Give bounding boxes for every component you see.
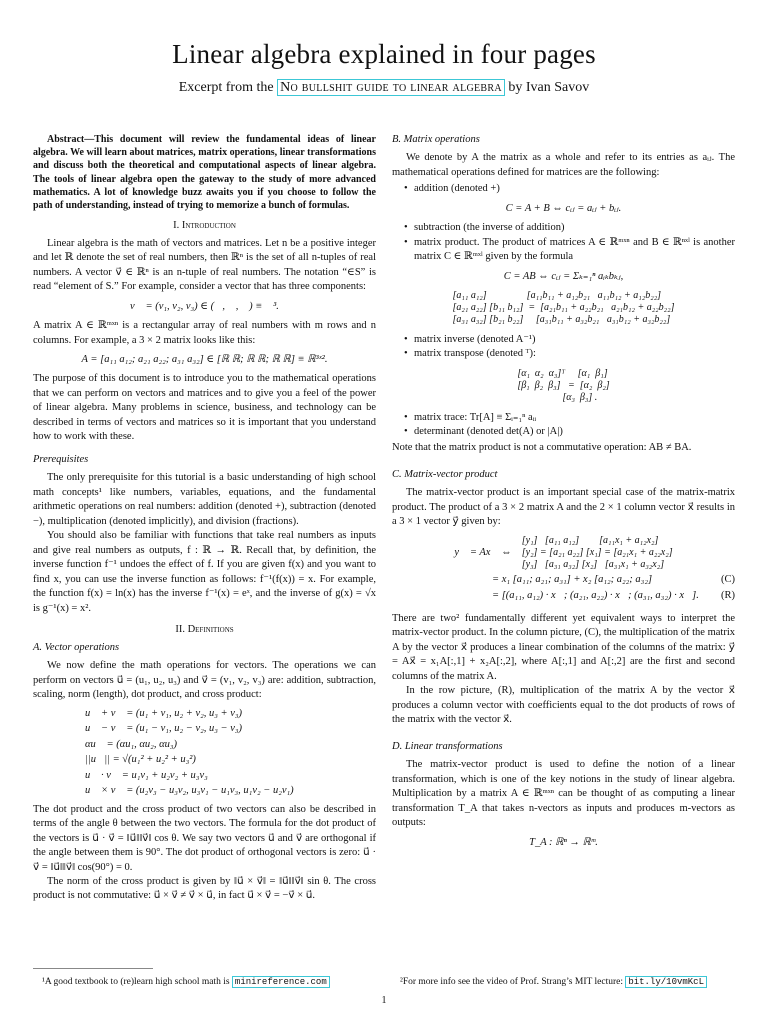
list-item-subtraction: • subtraction (the inverse of addition) (404, 221, 735, 235)
paper-title: Linear algebra explained in four pages (172, 39, 596, 69)
matops-paragraph-1: We denote by A the matrix as a whole and refer to its entries as aᵢⱼ. The mathematical operations defined for matrices are the following: (392, 152, 735, 178)
list-item-inverse: • matrix inverse (denoted A⁻¹) (404, 333, 735, 347)
prereq-paragraph-2: You should also be familiar with functions that take real numbers as inputs and give real numbers as outputs, f : ℝ → ℝ. Recall that, by definition, the inverse function f⁻¹ undoes the effect of f. If you are given f(x) and you want to find x, you can use the inverse function as follows: f⁻¹(f(x)) = x. For example, the function f(x) = ln(x) has the inverse f⁻¹(x) = eˣ, and the inverse of g(x) = √x is g⁻¹(x) = x². (33, 530, 376, 614)
page-number: 1 (381, 995, 387, 1006)
matrix-equation: A = [a₁₁ a₁₂; a₂₁ a₂₂; a₃₁ a₃₂] ∈ [ℝ ℝ; ℝ ℝ; ℝ ℝ] ≡ ℝ³ˣ². (81, 354, 328, 365)
mv-paragraph-2: There are two² fundamentally different yet equivalent ways to interpret the matrix-vector product. In the column picture, (C), the multiplication of the matrix A by the vector x⃗ produces a linear combination of the columns of the matrix: y⃗ = Ax⃗ = x₁A[:,1] + x₂A[:,2], where A[:,1] and A[:,2] are the first and second columns of the matrix A. (392, 612, 735, 682)
mv-paragraph-1: The matrix-vector product is an important special case of the matrix-matrix product. The product of a 3 × 2 matrix A and the 2 × 1 column vector x⃗ results in a 3 × 1 vector y⃗ given by: (392, 487, 735, 528)
vecops-paragraph-1: We now define the math operations for vectors. The operations we can perform on vectors u⃗ = (u₁, u₂, u₃) and v⃗ = (v₁, v₂, v₃) are: addition, subtraction, scaling, norm (length), dot product, and cross product: (33, 660, 376, 701)
subsection-heading-vector-operations: A. Vector operations (33, 641, 120, 653)
footnote-1 (42, 976, 330, 989)
subtitle-prefix: Excerpt from the (178, 80, 274, 95)
vector-operations-equations (33, 707, 376, 799)
column-picture-equation (492, 573, 735, 587)
subtitle-author: by Ivan Savov (508, 80, 590, 95)
intro-paragraph-1: Linear algebra is the math of vectors and matrices. Let n be a positive integer and let ℝ denote the set of real numbers, then ℝⁿ is the set of all n-tuples of real numbers. A vector v⃗ ∈ ℝⁿ is an n-tuple of real numbers. The notation “∈S” is read “element of S.” For example, consider a vector that has three components: (33, 237, 376, 293)
intro-paragraph-2: A matrix A ∈ ℝᵐˣⁿ is a rectangular array of real numbers with m rows and n columns. For example, a 3 × 2 matrix looks like this: (33, 320, 376, 346)
vector-norm-equation: ||u⃗|| = √(u₁² + u₂² + u₃²) (85, 754, 196, 766)
intro-paragraph-3: The purpose of this document is to introduce you to the mathematical operations that we can perform on vectors and matrices and to give you a feel of the power of linear algebra. Many problems in science, business, and technology can be described in terms of vectors and matrices so it is important that you understand how to work with these. (33, 373, 376, 443)
matrix-product-expansion-text: [a₁₁ a₁₂] [a₁₁b₁₁ + a₁₂b₂₁ a₁₁b₁₂ + a₁₂b₂₂] [a₂₁ a₂₂] [b₁₁ b₁₂] = [a₂₁b₁₁ + a₂₂b₂₁ a₂₁b₁₂ + a₂₂b₂₂] [a₃₁ a₃₂] [b₂₁ b₂₂] [a₃₁b₁₁ + a₃₂b₂₁ a₃₁b₁₂ + a₃₂b₂₂] (452, 290, 675, 326)
vector-addition-equation: u⃗ + v⃗ = (u₁ + v₁, u₂ + v₂, u₃ + v₃) (85, 707, 243, 719)
cross-product-equation: u⃗ × v⃗ = (u₂v₃ − u₃v₂, u₃v₁ − u₁v₃, u₁v₂ − u₂v₁) (85, 785, 294, 797)
footnote-1-link[interactable]: minireference.com (232, 976, 330, 988)
matrix-operations-list-2 (404, 221, 735, 264)
vecops-paragraph-2: The dot product and the cross product of two vectors can also be described in terms of the angle θ between the two vectors. The formula for the dot product of the vectors is u⃗ · v⃗ = ‖u⃗‖‖v⃗‖ cos θ. We say two vectors u⃗ and v⃗ are orthogonal if the angle between them is 90°. The dot product of orthogonal vectors is zero: u⃗ · v⃗ = ‖u⃗‖‖v⃗‖ cos(90°) = 0. (33, 803, 376, 873)
mv-equation-row: = [(a₁₁, a₁₂) · x⃗; (a₂₁, a₂₂) · x⃗; (a₃₁, a₃₂) · x⃗]. (492, 590, 699, 602)
footnote-rule-left (33, 968, 153, 969)
subsection-heading-prerequisites: Prerequisites (33, 453, 89, 465)
matrix-operations-list-3 (404, 333, 735, 362)
footnote-1-text: ¹A good textbook to (re)learn high school math is (42, 977, 230, 987)
section-heading-introduction: I. Introduction (173, 220, 236, 232)
matrix-vector-equation (392, 535, 735, 571)
left-column (33, 133, 376, 904)
right-column (392, 133, 735, 855)
matrix-transpose-example-text: [α₁ α₂ α₃]ᵀ [α₁ β₁] [β₁ β₂ β₃] = [α₂ β₂] [α₃ β₃] . (517, 367, 610, 403)
vector-subtraction-equation: u⃗ − v⃗ = (u₁ − v₁, u₂ − v₂, u₃ − v₃) (85, 723, 243, 735)
footnote-2-text: ²For more info see the video of Prof. Strang’s MIT lecture: (400, 977, 623, 987)
matrix-transpose-example (392, 368, 735, 405)
matrix-product-formula: C = AB ⇔ cᵢⱼ = Σₖ₌₁ⁿ aᵢₖbₖⱼ, (503, 270, 624, 282)
list-item-addition: • addition (denoted +) (404, 182, 735, 196)
row-picture-equation (492, 589, 735, 603)
paper-subtitle (0, 78, 768, 97)
matops-paragraph-2: Note that the matrix product is not a commutative operation: AB ≠ BA. (392, 442, 692, 454)
footnote-2 (400, 976, 707, 989)
list-item-trace: • matrix trace: Tr[A] ≡ Σᵢ₌₁ⁿ aᵢᵢ (404, 411, 735, 425)
mv-equation-matrix: [y₁] [a₁₁ a₁₂] [a₁₁x₁ + a₁₂x₂] [y₂] = [a₂₁ a₂₂] [x₁] = [a₂₁x₁ + a₂₂x₂] [y₃] [a₃₁ a₃₂] [x₂] [a₃₁x₁ + a₃₂x₂] (521, 534, 673, 570)
mv-equation-column: = x₁ [a₁₁; a₂₁; a₃₁] + x₂ [a₁₂; a₂₂; a₃₂] (492, 573, 653, 585)
linear-transformation-equation: T_A : ℝⁿ → ℝᵐ. (529, 836, 598, 848)
vecops-paragraph-3: The norm of the cross product is given by ‖u⃗ × v⃗‖ = ‖u⃗‖‖v⃗‖ sin θ. The cross product is not commutative: u⃗ × v⃗ ≠ v⃗ × u⃗, in fact u⃗ × v⃗ = −v⃗ × u⃗. (33, 875, 376, 902)
list-item-matrix-product: • matrix product. The product of matrices A ∈ ℝᵐˣⁿ and B ∈ ℝⁿˣˡ is another matrix C ∈ ℝᵐˣˡ given by the formula (404, 236, 735, 265)
book-link[interactable]: No bullshit guide to linear algebra (277, 79, 505, 96)
vector-equation: v⃗ = (v₁, v₂, v₃) ∈ (ℝ, ℝ, ℝ) ≡ ℝ³. (130, 300, 279, 312)
mv-paragraph-3: In the row picture, (R), multiplication of the matrix A by the vector x⃗ produces a column vector with coefficients equal to the dot products of rows of the matrix with the vector x⃗. (392, 685, 735, 726)
label-r: (R) (721, 590, 735, 602)
subsection-heading-matrix-vector-product: C. Matrix-vector product (392, 468, 498, 480)
abstract: Abstract—This document will review the fundamental ideas of linear algebra. We will learn about matrices, matrix operations, linear transformations and discuss both the theoretical and computational aspects of linear algebra. The tools of linear algebra open the gateway to the study of more advanced mathematics. A lot of knowledge buzz awaits you if you choose to follow the path of understanding, instead of trying to memorize a bunch of formulas. (33, 134, 376, 211)
matrix-addition-equation: C = A + B ⇔ cᵢⱼ = aᵢⱼ + bᵢⱼ. (505, 202, 622, 214)
dot-product-equation: u⃗ · v⃗ = u₁v₁ + u₂v₂ + u₃v₃ (85, 769, 208, 781)
prereq-paragraph-1: The only prerequisite for this tutorial is a basic understanding of high school math concepts¹ like numbers, variables, equations, and the fundamental arithmetic operations on real numbers: addition (denoted +), subtraction (denoted −), multiplication (denoted implicitly), and division (fractions). (33, 472, 376, 527)
lt-paragraph-1: The matrix-vector product is used to define the notion of a linear transformation, which is one of the key notions in the study of linear algebra. Multiplication by a matrix A ∈ ℝᵐˣⁿ can be thought of as computing a linear transformation T_A that takes n-vectors as inputs and produces m-vectors as outputs: (392, 759, 735, 829)
subsection-heading-matrix-operations: B. Matrix operations (392, 134, 480, 145)
subsection-heading-linear-transformations: D. Linear transformations (392, 740, 503, 752)
mv-equation-prefix: y⃗ = Ax⃗ ⇔ (454, 546, 512, 558)
footnote-2-link[interactable]: bit.ly/10vmKcL (625, 976, 707, 988)
list-item-determinant: • determinant (denoted det(A) or |A|) (404, 425, 735, 439)
section-heading-definitions: II. Definitions (175, 624, 234, 636)
list-item-transpose: • matrix transpose (denoted ᵀ): (404, 347, 735, 361)
label-c: (C) (721, 573, 735, 585)
vector-scaling-equation: αu⃗ = (αu₁, αu₂, αu₃) (85, 738, 177, 750)
matrix-operations-list-4 (404, 411, 735, 440)
matrix-product-expansion (392, 290, 735, 327)
matrix-operations-list (404, 182, 735, 196)
